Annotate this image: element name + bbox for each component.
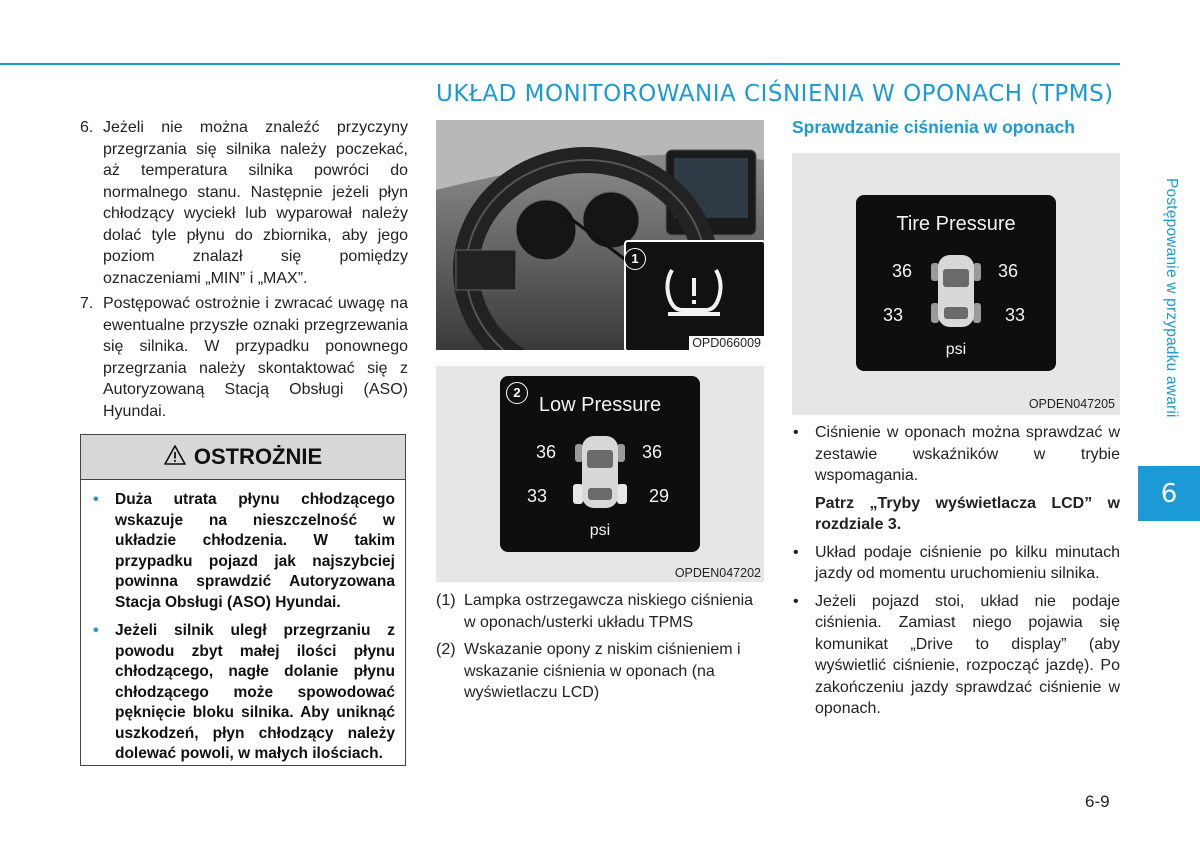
- front-left-pressure: 36: [892, 261, 913, 281]
- lcd-screen: [500, 376, 700, 552]
- pressure-unit: psi: [945, 341, 967, 358]
- list-item: • Jeżeli silnik uległ przegrzaniu z powodu zbyt małej ilości płynu chłodzącego, nagłe dolanie płynu chłodzącego może spowodować pęknięcie bloku silnika. Aby uniknąć uszkodzeń, płyn chłodzący należy dolewać powoli, w małych ilościach.: [93, 622, 395, 762]
- reference-text: Patrz „Tryby wyświetlacza LCD” w rozdziale 3.: [815, 494, 1120, 533]
- chapter-tab: 6: [1138, 466, 1200, 521]
- list-item: • Duża utrata płynu chłodzącego wskazuje na nieszczelność w układzie chłodzenia. W takim przypadku pojazd jak najszybciej powinna sprawdzić Autoryzowana Stacja Obsługi (ASO) Hyundai.: [93, 491, 395, 611]
- list-item: [80, 117, 408, 289]
- header-rule: [0, 63, 1120, 65]
- numbered-steps: [80, 117, 408, 426]
- bullet-text: Ciśnienie w oponach można sprawdzać w zestawie wskaźników w trybie wspomagania.: [815, 424, 1120, 484]
- list-item: • Jeżeli pojazd stoi, układ nie podaje ciśnienia. Zamiast niego pojawia się komunikat „Drive to display” (aby wyświetlić ciśnienie, rozpocząć jazdę). Po zakończeniu jazdy sprawdzać ciśnienie w oponach.: [793, 592, 1120, 717]
- page-number: 6-9: [1085, 792, 1110, 811]
- step-number: 6.: [80, 119, 94, 136]
- caution-title: OSTROŻNIE: [193, 444, 323, 469]
- rear-right-pressure: 33: [1005, 305, 1026, 325]
- caution-item-text: Jeżeli silnik uległ przegrzaniu z powodu zbyt małej ilości płynu chłodzącego, nagłe dolanie płynu chłodzącego może spowodować pęknięcie bloku silnika. Aby uniknąć uszkodzeń, płyn chłodzący należy dolewać powoli, w małych ilościach.: [115, 622, 395, 762]
- bullet-text: Układ podaje ciśnienie po kilku minutach jazdy od momentu uruchomieniu silnika.: [815, 543, 1120, 582]
- caution-item-text: Duża utrata płynu chłodzącego wskazuje na nieszczelność w układzie chłodzenia. W takim przypadku pojazd jak najszybciej powinna sprawdzić Autoryzowana Stacja Obsługi (ASO) Hyundai.: [115, 491, 395, 611]
- step-text: Postępować ostrożnie i zwracać uwagę na ewentualne przyszłe oznaki przegrzewania się silnika. W przypadku ponownego przegrzania należy skontaktować się z Autoryzowaną Stacją Obsługi (ASO) Hyundai.: [103, 295, 408, 420]
- front-right-pressure: 36: [642, 442, 663, 462]
- screen-title: Tire Pressure: [896, 213, 1016, 235]
- figure-code: OPDEN047202: [674, 566, 761, 580]
- callout-number-2: 2: [506, 382, 528, 404]
- legend-text: Lampka ostrzegawcza niskiego ciśnienia w oponach/usterki układu TPMS: [464, 592, 754, 631]
- subheading: Sprawdzanie ciśnienia w oponach: [792, 117, 1075, 137]
- dashboard-figure: [436, 120, 764, 350]
- list-item: [80, 293, 408, 422]
- caution-box: [80, 434, 406, 766]
- caution-header: [81, 435, 405, 480]
- rear-left-pressure: 33: [883, 305, 904, 325]
- tpms-warning-icon: [662, 264, 726, 325]
- figure-legend: [436, 590, 764, 710]
- step-number: 7.: [80, 295, 94, 312]
- legend-number: (2): [436, 641, 456, 658]
- list-item: • Ciśnienie w oponach można sprawdzać w zestawie wskaźników w trybie wspomagania.: [793, 424, 1120, 484]
- front-left-pressure: 36: [536, 442, 557, 462]
- bullet-text: Jeżeli pojazd stoi, układ nie podaje ciśnienia. Zamiast niego pojawia się komunikat „Drive to display” (aby wyświetlić ciśnienie, rozpocząć jazdę). Po zakończeniu jazdy sprawdzać ciśnienie w oponach.: [815, 592, 1120, 717]
- callout-number-1: 1: [624, 248, 646, 270]
- legend-text: Wskazanie opony z niskim ciśnieniem i wskazanie ciśnienia w oponach (na wyświetlaczu LCD): [464, 641, 741, 701]
- front-right-pressure: 36: [998, 261, 1019, 281]
- chapter-side-label: Postępowanie w przypadku awarii: [1163, 178, 1180, 418]
- rear-left-pressure: 33: [527, 486, 548, 506]
- list-item: • Układ podaje ciśnienie po kilku minutach jazdy od momentu uruchomieniu silnika.: [793, 543, 1120, 582]
- screen-title: Low Pressure: [538, 394, 662, 416]
- lcd-screen: [856, 195, 1056, 371]
- step-text: Jeżeli nie można znaleźć przyczyny przegrzania się silnika należy poczekać, aż temperatura silnika powróci do normalnego stanu. Następnie jeżeli płyn chłodzący wyciekł lub wyparował należy dolać tyle płynu do zbiornika, aby jego poziom znalazł się pomiędzy oznaczeniami „MIN” i „MAX”.: [103, 119, 408, 287]
- low-pressure-figure: [436, 366, 764, 582]
- figure-code: OPDEN047205: [1028, 397, 1115, 411]
- right-column-text: [792, 422, 1120, 726]
- section-title: UKŁAD MONITOROWANIA CIŚNIENIA W OPONACH (TPMS): [436, 81, 1114, 107]
- tire-pressure-figure: [792, 153, 1120, 415]
- car-top-view-icon: [928, 251, 984, 336]
- caution-list: [91, 490, 395, 765]
- caution-body: [81, 480, 405, 765]
- legend-number: (1): [436, 592, 456, 609]
- figure-code: OPD066009: [689, 336, 764, 350]
- list-item: [436, 590, 764, 633]
- car-top-view-icon: [572, 432, 628, 517]
- rear-right-pressure: 29: [649, 486, 670, 506]
- pressure-unit: psi: [589, 522, 611, 539]
- warning-triangle-icon: [164, 445, 186, 470]
- list-item: [436, 639, 764, 704]
